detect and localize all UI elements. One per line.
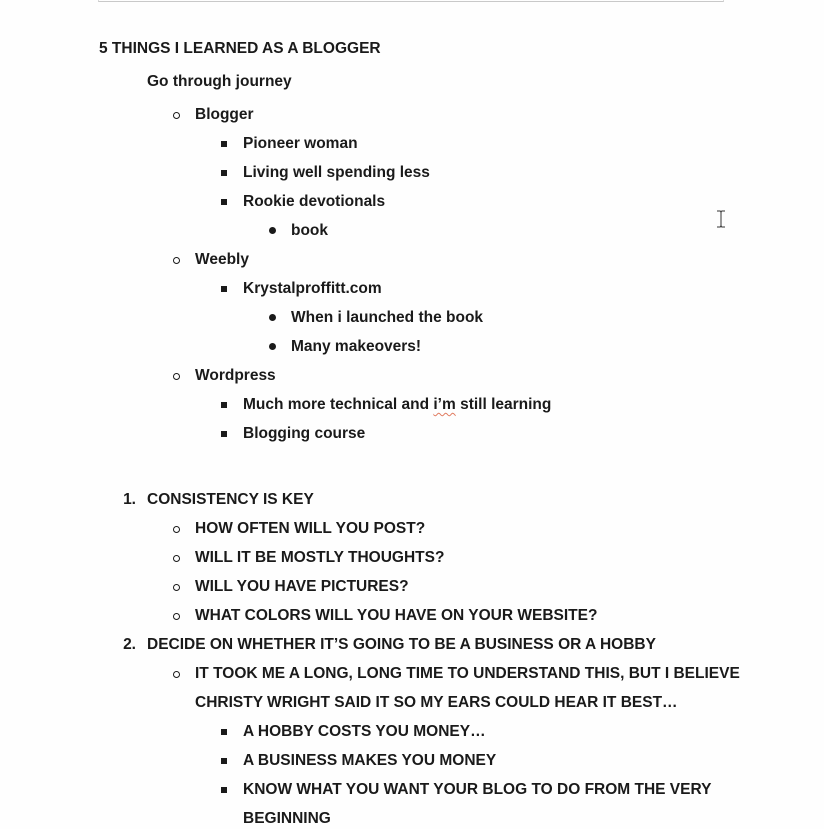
square-bullet-icon	[214, 163, 236, 183]
misspelled-word[interactable]: i’m	[433, 396, 456, 413]
list-item[interactable]: book	[291, 222, 329, 239]
intro-line[interactable]: Go through journey	[147, 73, 292, 90]
list-item[interactable]: WHAT COLORS WILL YOU HAVE ON YOUR WEBSITE?	[195, 607, 598, 624]
list-item[interactable]: IT TOOK ME A LONG, LONG TIME TO UNDERSTAND THIS, BUT I BELIEVE	[195, 665, 740, 682]
list-item[interactable]	[243, 395, 551, 415]
page-top-edge	[98, 0, 724, 2]
list-item[interactable]: Rookie devotionals	[243, 193, 386, 210]
circle-bullet-icon	[166, 664, 188, 684]
lesson-title[interactable]: DECIDE ON WHETHER IT’S GOING TO BE A BUSINESS OR A HOBBY	[147, 636, 656, 653]
circle-bullet-icon	[166, 606, 188, 626]
list-item-continuation[interactable]: CHRISTY WRIGHT SAID IT SO MY EARS COULD HEAR IT BEST…	[195, 694, 678, 711]
list-item[interactable]: WILL IT BE MOSTLY THOUGHTS?	[195, 549, 445, 566]
square-bullet-icon	[214, 722, 236, 742]
list-item[interactable]: KNOW WHAT YOU WANT YOUR BLOG TO DO FROM THE VERY	[243, 781, 712, 798]
list-item[interactable]: HOW OFTEN WILL YOU POST?	[195, 520, 426, 537]
square-bullet-icon	[214, 134, 236, 154]
list-number: 1.	[123, 491, 136, 508]
list-item-continuation[interactable]: BEGINNING	[243, 810, 331, 827]
text-run: Much more technical and	[243, 396, 434, 413]
disc-bullet-icon	[262, 337, 284, 357]
list-number: 2.	[123, 636, 136, 653]
circle-bullet-icon	[166, 519, 188, 539]
square-bullet-icon	[214, 751, 236, 771]
text-run: still learning	[455, 396, 552, 413]
list-item[interactable]: WILL YOU HAVE PICTURES?	[195, 578, 409, 595]
square-bullet-icon	[214, 192, 236, 212]
disc-bullet-icon	[262, 221, 284, 241]
circle-bullet-icon	[166, 366, 188, 386]
list-item[interactable]: A HOBBY COSTS YOU MONEY…	[243, 723, 486, 740]
square-bullet-icon	[214, 279, 236, 299]
lesson-title[interactable]: CONSISTENCY IS KEY	[147, 491, 314, 508]
disc-bullet-icon	[262, 308, 284, 328]
list-item[interactable]: A BUSINESS MAKES YOU MONEY	[243, 752, 497, 769]
list-item[interactable]: Pioneer woman	[243, 135, 358, 152]
circle-bullet-icon	[166, 105, 188, 125]
list-item[interactable]: Krystalproffitt.com	[243, 280, 382, 297]
circle-bullet-icon	[166, 548, 188, 568]
list-item[interactable]: Many makeovers!	[291, 338, 422, 355]
list-item[interactable]: Blogging course	[243, 425, 366, 442]
document-title[interactable]: 5 THINGS I LEARNED AS A BLOGGER	[99, 40, 381, 57]
circle-bullet-icon	[166, 250, 188, 270]
text-cursor-icon	[716, 210, 726, 228]
circle-bullet-icon	[166, 577, 188, 597]
square-bullet-icon	[214, 395, 236, 415]
list-item[interactable]: When i launched the book	[291, 309, 484, 326]
list-item[interactable]: Wordpress	[195, 367, 276, 384]
list-item[interactable]: Weebly	[195, 251, 249, 268]
square-bullet-icon	[214, 780, 236, 800]
list-item[interactable]: Blogger	[195, 106, 254, 123]
list-item[interactable]: Living well spending less	[243, 164, 430, 181]
square-bullet-icon	[214, 424, 236, 444]
